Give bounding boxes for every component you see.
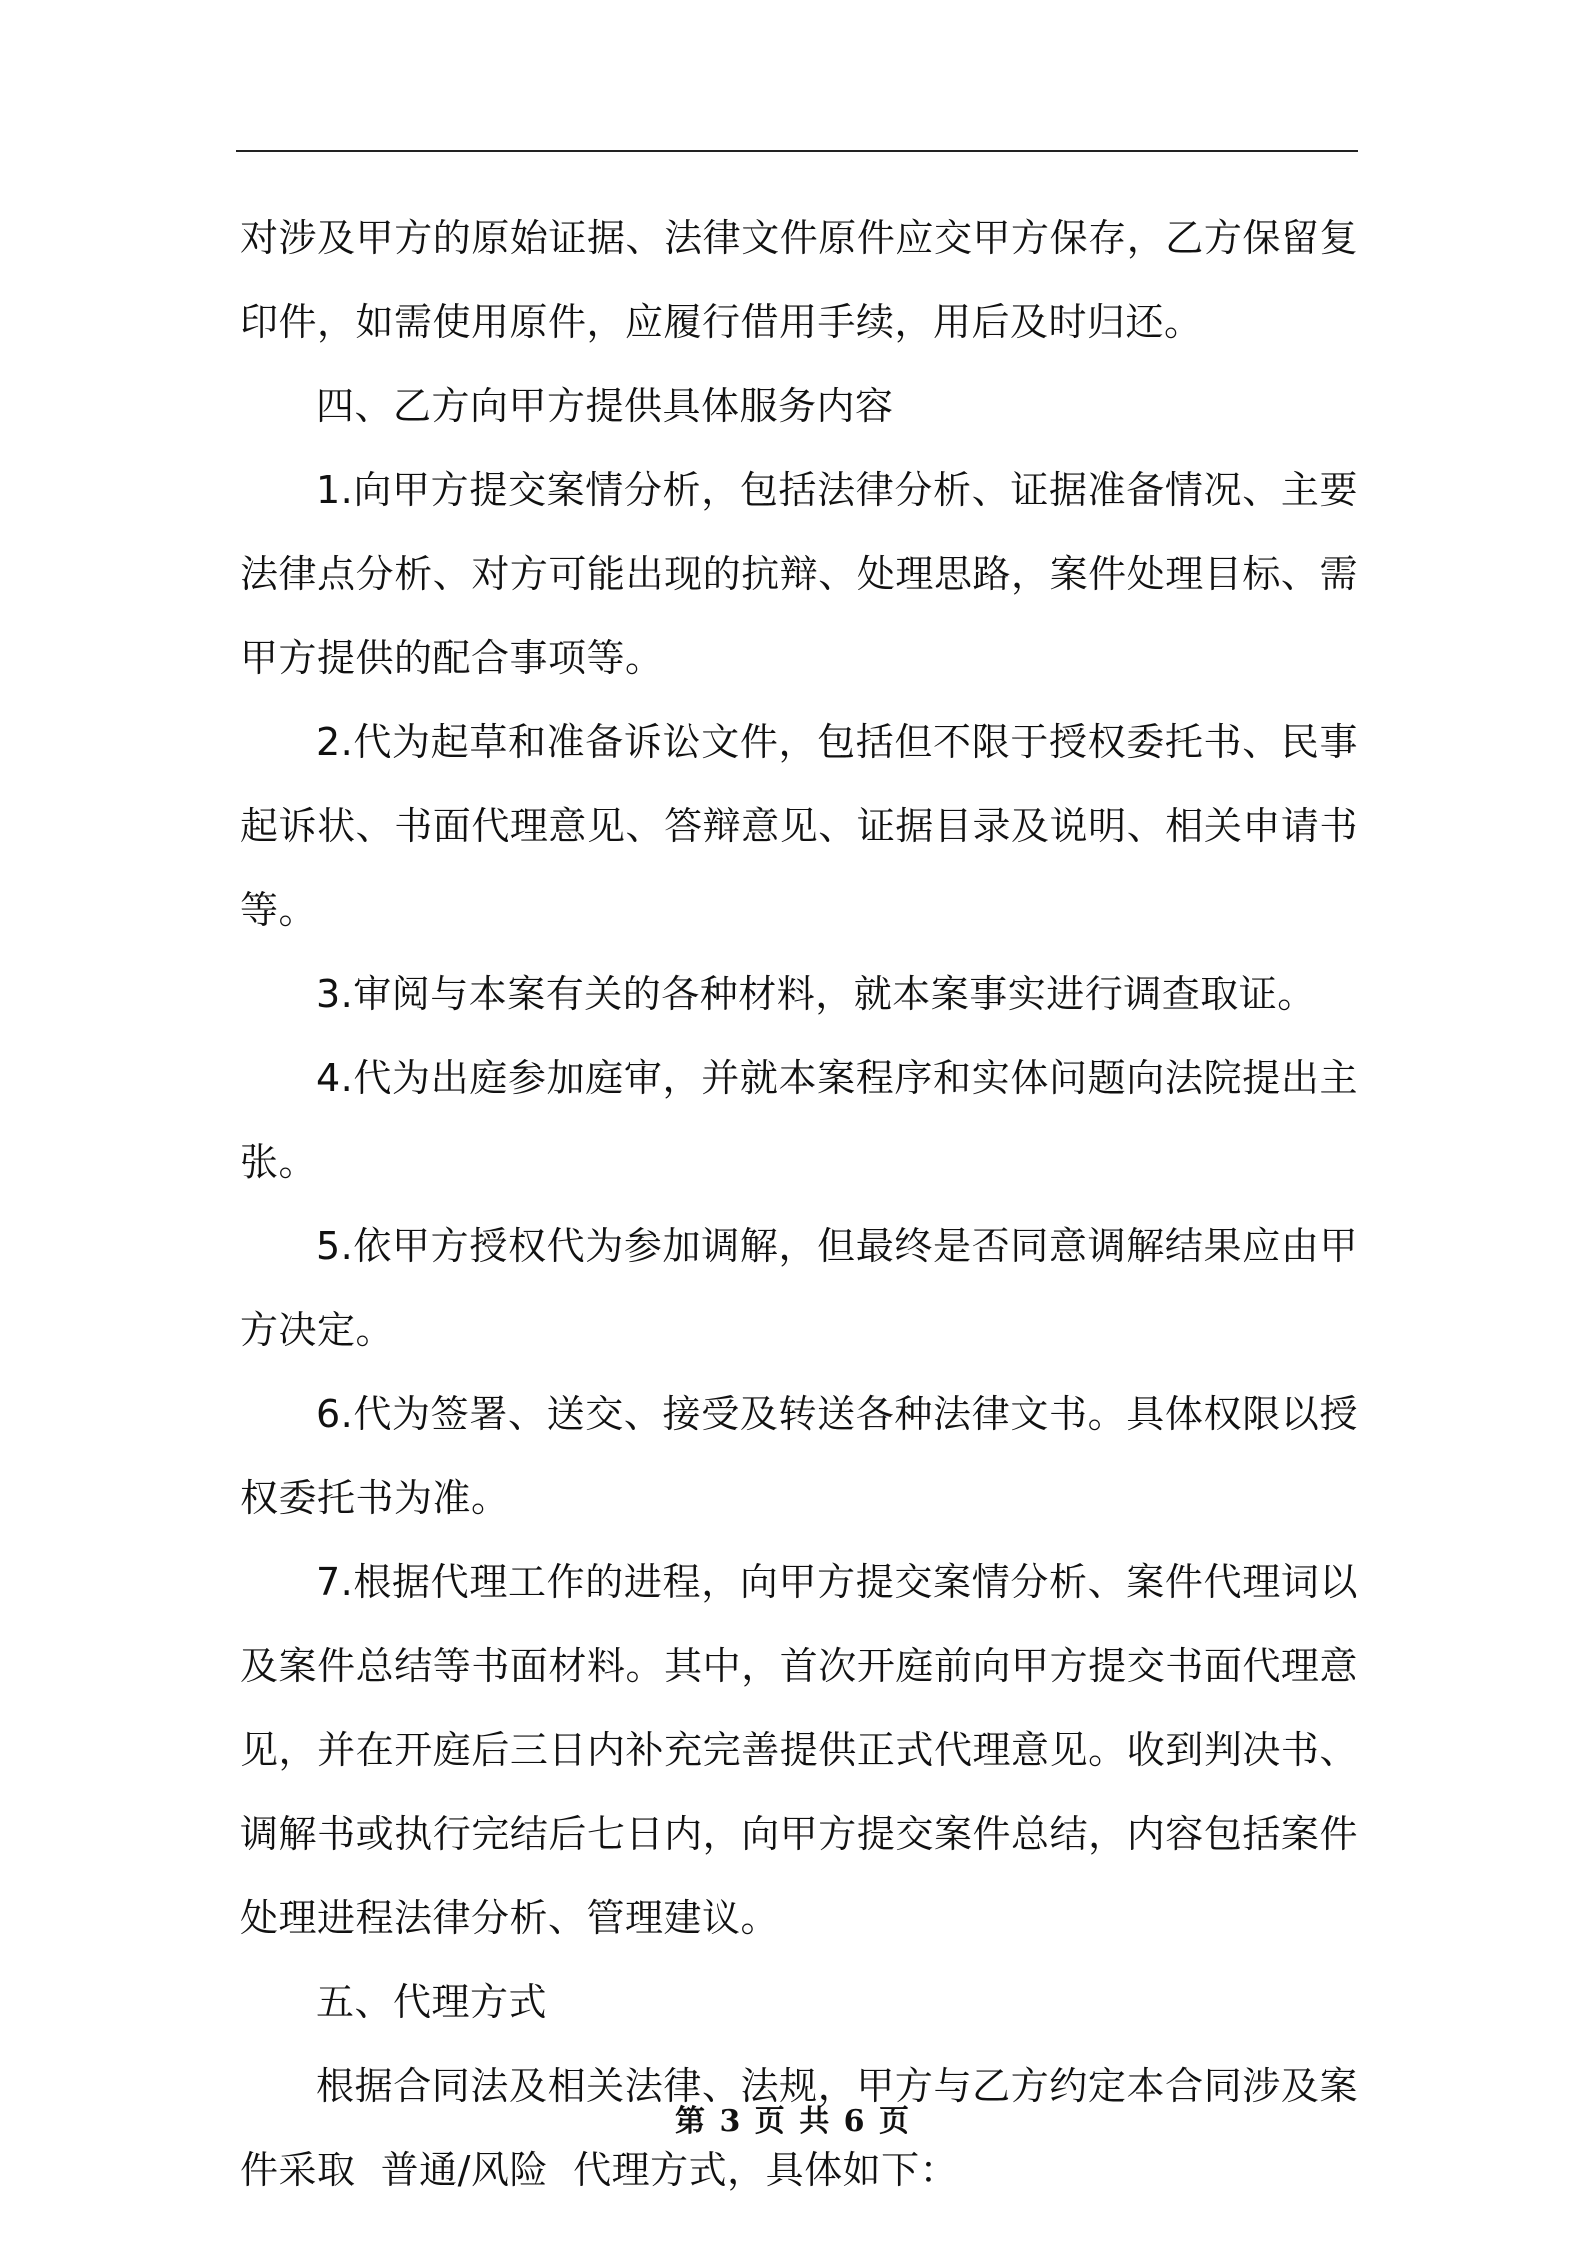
list-item-mediation: 5.依甲方授权代为参加调解，但最终是否同意调解结果应由甲方决定。: [240, 1224, 1358, 1352]
list-item-legal-documents: 6.代为签署、送交、接受及转送各种法律文书。具体权限以授权委托书为准。: [240, 1392, 1358, 1520]
section-heading-agency-method: 五、代理方式: [316, 1980, 548, 2024]
paragraph-agency-method: 根据合同法及相关法律、法规，甲方与乙方约定本合同涉及案件采取 普通/风险 代理方式，具体如下：: [240, 2064, 1358, 2192]
list-item-written-reports: 7.根据代理工作的进程，向甲方提交案情分析、案件代理词以及案件总结等书面材料。其中，首次开庭前向甲方提交书面代理意见，并在开庭后三日内补充完善提供正式代理意见。收到判决书、调解书或执行完结后七日内，向甲方提交案件总结，内容包括案件处理进程法律分析、管理建议。: [240, 1560, 1358, 1940]
header-rule: [236, 150, 1358, 152]
section-heading-services: 四、乙方向甲方提供具体服务内容: [316, 384, 894, 428]
list-item-court-appearance: 4.代为出庭参加庭审，并就本案程序和实体问题向法院提出主张。: [240, 1056, 1358, 1184]
list-item-review-materials: 3.审阅与本案有关的各种材料，就本案事实进行调查取证。: [316, 972, 1316, 1016]
document-body: [240, 196, 1358, 2212]
page-number: 第 3 页 共 6 页: [675, 2104, 911, 2139]
paragraph-originals-custody: 对涉及甲方的原始证据、法律文件原件应交甲方保存，乙方保留复印件，如需使用原件，应履行借用手续，用后及时归还。: [240, 216, 1358, 344]
list-item-litigation-documents: 2.代为起草和准备诉讼文件，包括但不限于授权委托书、民事起诉状、书面代理意见、答辩意见、证据目录及说明、相关申请书等。: [240, 720, 1358, 932]
list-item-case-analysis: 1.向甲方提交案情分析，包括法律分析、证据准备情况、主要法律点分析、对方可能出现的抗辩、处理思路，案件处理目标、需甲方提供的配合事项等。: [240, 468, 1358, 680]
